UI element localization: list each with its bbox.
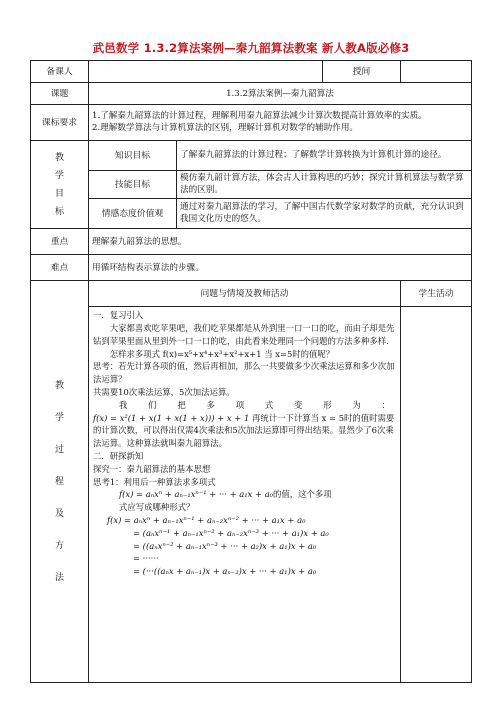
equation-line-4: = ······ (133, 553, 159, 564)
difficulty-label: 难点 (31, 255, 89, 281)
section-2-subtitle: 探究一：秦九韶算法的基本思想 (93, 463, 211, 474)
lesson-plan-table (30, 60, 472, 683)
standard-label: 课标要求 (31, 105, 89, 141)
section-1-polynomial-question: 怎样求多项式 f(x)=x⁵+x⁴+x³+x²+x+1 当 x=5时的值呢？ (109, 348, 335, 359)
equation-line-1: f(x) = aₙxⁿ + aₙ₋₁xⁿ⁻¹ + aₙ₋₂xⁿ⁻² + ··· + a₁x + a₀ (107, 514, 306, 525)
objective-text-attitude: 通过对秦九韶算法的学习，了解中国古代数学家对数学的贡献，充分认识到我国文化历史的悠久。 (177, 199, 472, 229)
standard-line-1: 1.了解秦九韶算法的计算过程，理解利用秦九韶算法减少计算次数提高计算效率的实质。 (92, 110, 427, 121)
row-difficulty (31, 255, 472, 281)
student-header: 学生活动 (401, 281, 472, 307)
preparer-label: 备课人 (31, 61, 89, 83)
activity-header: 问题与情境及教师活动 (89, 281, 401, 307)
preparer-value (89, 61, 323, 83)
objective-label-attitude: 情感态度价值观 (89, 199, 177, 229)
date-value (401, 61, 472, 83)
section-2-title: 二．研探新知 (93, 450, 144, 461)
section-2-think: 思考1：利用后一种算法求多项式 (93, 476, 216, 487)
row-key-point (31, 229, 472, 255)
equation-line-5: = (···((aₙx + aₙ₋₁)x + aₙ₋₂)x + ··· + a₁)x + a₀ (133, 566, 317, 577)
objective-label-skill: 技能目标 (89, 171, 177, 199)
key-point-label: 重点 (31, 229, 89, 255)
section-1-transform-line: 我 们 把 多 项 式 变 形 为 ： (119, 399, 390, 410)
process-label: 教 学 过 程 及 方 法 (31, 281, 89, 683)
section-2-form-question: 式应写成哪种形式？ (119, 502, 195, 513)
equation-line-2: = (aₙxⁿ⁻¹ + aₙ₋₁xⁿ⁻² + aₙ₋₂xⁿ⁻³ + ··· + a₁)x + a₀ (133, 527, 329, 538)
objective-text-knowledge: 了解秦九韶算法的计算过程；了解数学计算转换为计算机计算的途径。 (177, 141, 472, 171)
date-label: 授间 (323, 61, 401, 83)
topic-label: 课题 (31, 83, 89, 105)
difficulty-value: 用循环结构表示算法的步骤。 (89, 255, 472, 281)
row-objective-attitude (31, 199, 472, 229)
document-title: 武邑数学 1.3.2算法案例—秦九韶算法教案 新人教A版必修3 (92, 41, 410, 55)
section-1-title: 一．复习引入 (93, 310, 144, 321)
objective-label-knowledge: 知识目标 (89, 141, 177, 171)
activity-content (89, 307, 401, 683)
objective-text-skill: 模仿秦九韶计算方法，体会古人计算构思的巧妙；探究计算机算法与数学算法的区别。 (177, 171, 472, 199)
row-standard (31, 105, 472, 141)
row-objective-knowledge (31, 141, 472, 171)
row-preparer (31, 61, 472, 83)
row-process-content (31, 307, 472, 683)
section-1-transformed-polynomial: f(x) = x²(1 + x(1 + x(1 + x))) + x + 1 再统计一下计算当 x = 5时的值时需要的计算次数，可以得出仅需4次乘法和5次加法运算即可得出结果。显然少了6次乘法运算。这种算法就叫秦九韶算法。 (93, 412, 395, 449)
row-topic (31, 83, 472, 105)
student-activity-content (401, 307, 472, 683)
topic-value: 1.3.2算法案例—秦九韶算法 (89, 83, 472, 105)
row-process-header (31, 281, 472, 307)
key-point-value: 理解秦九韶算法的思想。 (89, 229, 472, 255)
row-objective-skill (31, 171, 472, 199)
objectives-label: 教 学 目 标 (31, 141, 89, 229)
standard-content (89, 105, 472, 141)
section-1-answer: 共需要10次乘法运算，5次加法运算。 (93, 386, 235, 397)
equation-line-3: = ((aₙxⁿ⁻² + aₙ₋₁xⁿ⁻³ + ··· + a₂)x + a₁)x + a₀ (133, 540, 317, 551)
section-2-general-polynomial: f(x) = aₙxⁿ + aₙ₋₁xⁿ⁻¹ + ··· + a₁x + a₀的值，这个多项 (119, 489, 332, 500)
section-1-paragraph-1: 大家都喜欢吃苹果吧，我们吃苹果都是从外到里一口一口的吃，而由子却是先钻到苹果里面从里到外一口一口的吃，由此看来处理同一个问题的方法多种多样. (93, 322, 395, 346)
standard-line-2: 2.理解数学算法与计算机算法的区别，理解计算机对数学的辅助作用。 (92, 122, 359, 133)
section-1-think: 思考：若先计算各项的值，然后再相加，那么一共要做多少次乘法运算和多少次加法运算？ (93, 361, 395, 385)
